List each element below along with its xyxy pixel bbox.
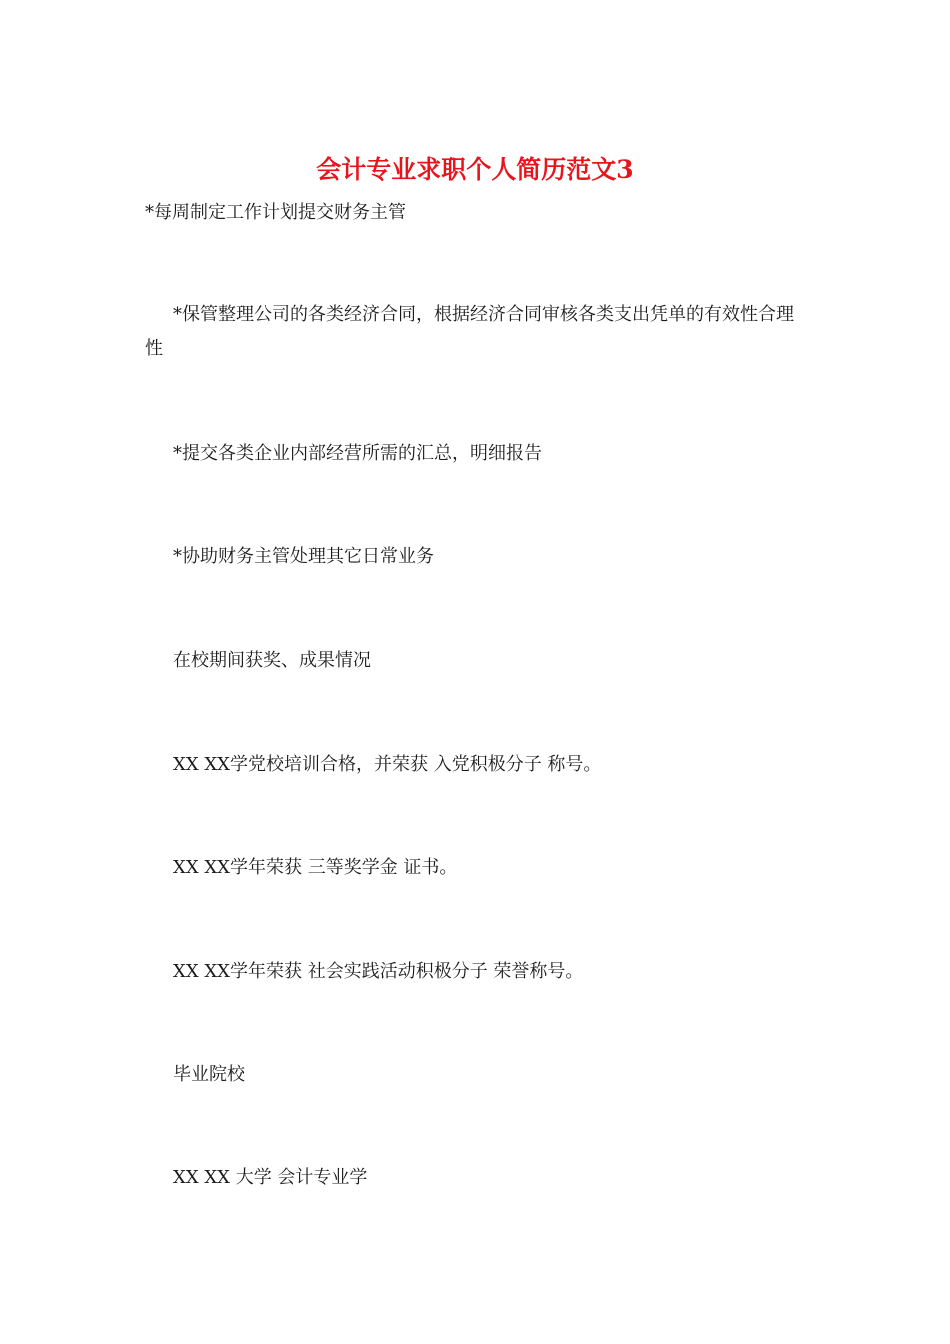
document-title: 会计专业求职个人简历范文3	[316, 155, 634, 184]
section-heading-awards: 在校期间获奖、成果情况	[173, 650, 371, 671]
section-heading-school: 毕业院校	[173, 1064, 245, 1085]
paragraph-reports: *提交各类企业内部经营所需的汇总，明细报告	[173, 443, 542, 464]
paragraph-award-social: XX XX学年荣获 社会实践活动积极分子 荣誉称号。	[173, 961, 584, 982]
paragraph-contracts: *保管整理公司的各类经济合同，根据经济合同审核各类支出凭单的有效性合理性	[145, 304, 794, 359]
paragraph-school: XX XX 大学 会计专业学	[173, 1167, 368, 1188]
paragraph-award-party: XX XX学党校培训合格，并荣获 入党积极分子 称号。	[173, 754, 602, 775]
paragraph-weekly-plan: *每周制定工作计划提交财务主管	[145, 202, 406, 223]
paragraph-assist: *协助财务主管处理其它日常业务	[173, 546, 434, 567]
paragraph-award-scholarship: XX XX学年荣获 三等奖学金 证书。	[173, 857, 458, 878]
